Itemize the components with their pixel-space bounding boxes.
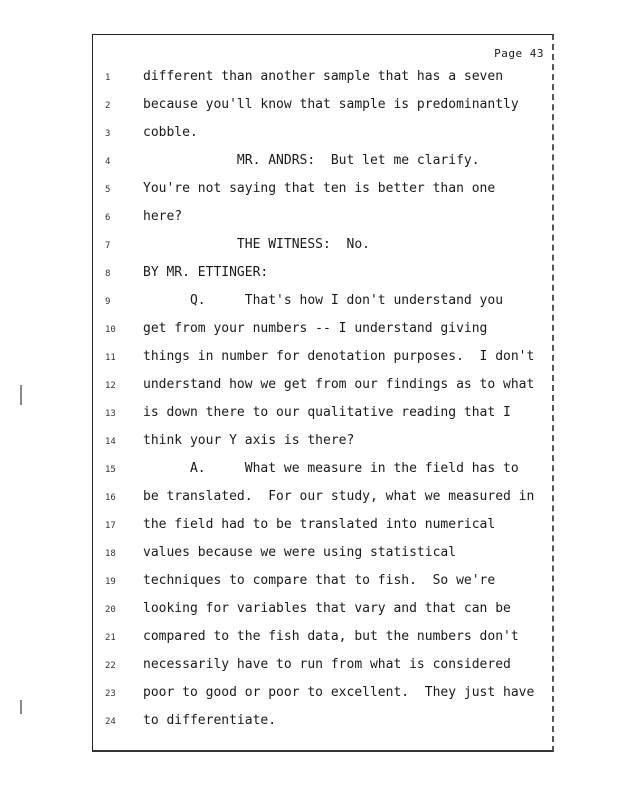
line-text: Q. That's how I don't understand you (143, 293, 504, 308)
line-text: poor to good or poor to excellent. They just have (143, 685, 535, 700)
line-text: think your Y axis is there? (143, 433, 355, 448)
transcript-line (93, 293, 553, 321)
transcript-line (93, 461, 553, 489)
line-text: compared to the fish data, but the numbers don't (143, 629, 519, 644)
line-text: MR. ANDRS: But let me clarify. (143, 153, 480, 168)
scan-mark (20, 700, 22, 714)
transcript-line (93, 713, 553, 741)
transcript-line (93, 489, 553, 517)
transcript-line (93, 321, 553, 349)
line-number: 19 (105, 577, 116, 587)
line-number: 1 (105, 73, 111, 83)
transcript-line (93, 629, 553, 657)
line-number: 4 (105, 157, 111, 167)
line-number: 8 (105, 269, 111, 279)
transcript-page (92, 34, 554, 752)
line-number: 22 (105, 661, 116, 671)
transcript-line (93, 97, 553, 125)
line-number: 18 (105, 549, 116, 559)
line-number: 15 (105, 465, 116, 475)
line-number: 14 (105, 437, 116, 447)
line-text: get from your numbers -- I understand giving (143, 321, 488, 336)
line-text: be translated. For our study, what we measured in (143, 489, 535, 504)
transcript-line (93, 237, 553, 265)
line-text: different than another sample that has a seven (143, 69, 504, 84)
transcript-line (93, 545, 553, 573)
line-text: BY MR. ETTINGER: (143, 265, 269, 280)
line-text: cobble. (143, 125, 198, 140)
line-text: the field had to be translated into numerical (143, 517, 496, 532)
line-text: values because we were using statistical (143, 545, 457, 560)
line-number: 21 (105, 633, 116, 643)
line-text: things in number for denotation purposes. I don't (143, 349, 535, 364)
transcript-line (93, 265, 553, 293)
transcript-line (93, 685, 553, 713)
line-number: 11 (105, 353, 116, 363)
line-text: understand how we get from our findings as to what (143, 377, 535, 392)
line-number: 9 (105, 297, 111, 307)
line-number: 24 (105, 717, 116, 727)
line-text: You're not saying that ten is better than one (143, 181, 496, 196)
line-number: 5 (105, 185, 111, 195)
page-number: Page 43 (494, 47, 544, 60)
transcript-line (93, 377, 553, 405)
line-number: 23 (105, 689, 116, 699)
transcript-line (93, 405, 553, 433)
line-text: is down there to our qualitative reading that I (143, 405, 511, 420)
line-text: looking for variables that vary and that can be (143, 601, 511, 616)
transcript-line (93, 125, 553, 153)
line-number: 17 (105, 521, 116, 531)
line-number: 6 (105, 213, 111, 223)
line-number: 3 (105, 129, 111, 139)
line-number: 10 (105, 325, 116, 335)
line-number: 2 (105, 101, 111, 111)
line-number: 13 (105, 409, 116, 419)
transcript-line (93, 181, 553, 209)
line-number: 7 (105, 241, 111, 251)
transcript-line (93, 517, 553, 545)
transcript-line (93, 209, 553, 237)
line-text: A. What we measure in the field has to (143, 461, 519, 476)
line-text: because you'll know that sample is predominantly (143, 97, 519, 112)
line-number: 16 (105, 493, 116, 503)
line-number: 12 (105, 381, 116, 391)
transcript-line (93, 601, 553, 629)
transcript-line (93, 433, 553, 461)
line-text: to differentiate. (143, 713, 277, 728)
transcript-line (93, 153, 553, 181)
line-text: THE WITNESS: No. (143, 237, 370, 252)
transcript-line (93, 349, 553, 377)
line-number: 20 (105, 605, 116, 615)
scan-mark (20, 385, 22, 405)
line-text: techniques to compare that to fish. So we're (143, 573, 496, 588)
transcript-line (93, 657, 553, 685)
transcript-line (93, 69, 553, 97)
transcript-line (93, 573, 553, 601)
line-text: necessarily have to run from what is considered (143, 657, 511, 672)
line-text: here? (143, 209, 183, 224)
